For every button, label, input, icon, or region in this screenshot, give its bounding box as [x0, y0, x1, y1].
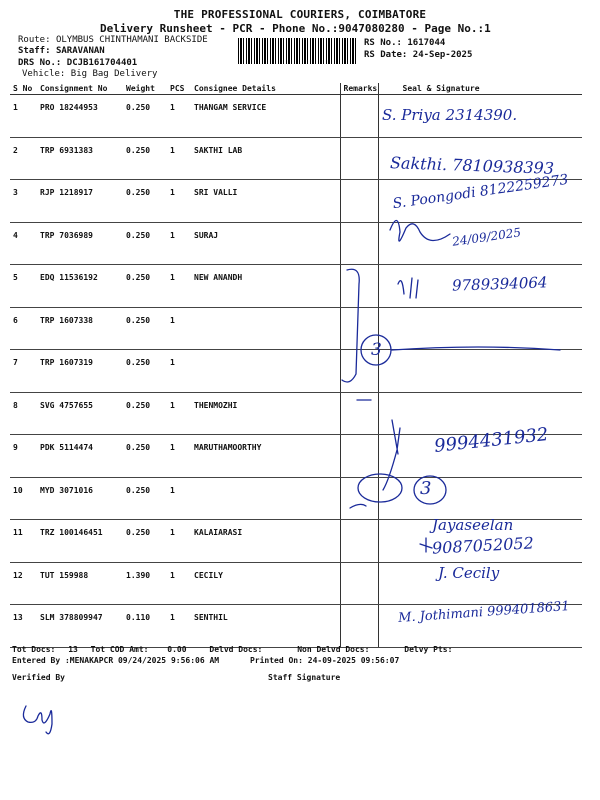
company-name: THE PROFESSIONAL COURIERS, COIMBATORE	[173, 8, 427, 21]
signature-row5: 9789394064	[451, 273, 548, 295]
rs-date-value: 24-Sep-2025	[412, 50, 473, 60]
cell-remarks	[340, 435, 378, 478]
route-line	[18, 35, 208, 45]
printed-on-value: 24-09-2025 09:56:07	[307, 656, 400, 665]
rs-no-line	[364, 38, 445, 48]
cell-sno: 1	[10, 95, 37, 138]
cell-sno: 12	[10, 562, 37, 605]
cell-remarks	[340, 137, 378, 180]
cell-sno: 7	[10, 350, 37, 393]
cell-consignment-no: EDQ 11536192	[37, 265, 123, 308]
cell-sno: 10	[10, 477, 37, 520]
runsheet-title: Delivery Runsheet - PCR - Phone No.:9047080280 - Page No.:1	[100, 22, 491, 35]
col-consignee: Consignee Details	[191, 83, 340, 95]
tot-docs-label: Tot Docs:	[12, 645, 56, 654]
cell-seal-signature	[378, 477, 582, 520]
cell-weight: 1.390	[123, 562, 167, 605]
cell-consignee: THANGAM SERVICE	[191, 95, 340, 138]
cell-consignee: SURAJ	[191, 222, 340, 265]
drs-label: DRS No.:	[18, 58, 62, 68]
cell-pcs: 1	[167, 562, 191, 605]
cell-consignment-no: MYD 3071016	[37, 477, 123, 520]
cell-weight: 0.250	[123, 520, 167, 563]
cell-weight: 0.250	[123, 392, 167, 435]
cell-pcs: 1	[167, 350, 191, 393]
cell-remarks	[340, 562, 378, 605]
entered-by-label: Entered By :	[12, 656, 70, 665]
verified-by-text: Verified By	[12, 673, 65, 682]
table-row	[10, 477, 582, 520]
signature-row13: M. Jothimani 9994018631	[397, 599, 571, 626]
cell-remarks	[340, 605, 378, 648]
col-seal-signature: Seal & Signature	[378, 83, 582, 95]
cell-consignment-no: TRZ 100146451	[37, 520, 123, 563]
cell-sno: 5	[10, 265, 37, 308]
vehicle-line	[22, 69, 157, 79]
cell-weight: 0.250	[123, 350, 167, 393]
drs-value: DCJB161704401	[66, 58, 138, 68]
cell-consignee: KALAIARASI	[191, 520, 340, 563]
cell-consignee: NEW ANANDH	[191, 265, 340, 308]
drs-line	[18, 58, 137, 68]
cell-consignee	[191, 307, 340, 350]
cell-sno: 11	[10, 520, 37, 563]
staff-label: Staff:	[18, 46, 51, 56]
cell-sno: 4	[10, 222, 37, 265]
table-row	[10, 350, 582, 393]
cell-pcs: 1	[167, 520, 191, 563]
verified-by-label	[12, 673, 65, 682]
signature-row11: Jayaseelan	[432, 516, 514, 534]
rs-date-line	[364, 50, 472, 60]
cell-consignee: THENMOZHI	[191, 392, 340, 435]
cell-pcs: 1	[167, 265, 191, 308]
cell-sno: 2	[10, 137, 37, 180]
table-row	[10, 307, 582, 350]
delvy-pts-label: Delvy Pts:	[404, 645, 453, 654]
cell-sno: 13	[10, 605, 37, 648]
col-sno: S No	[10, 83, 37, 95]
cell-consignee	[191, 477, 340, 520]
cell-consignment-no: RJP 1218917	[37, 180, 123, 223]
cell-weight: 0.250	[123, 222, 167, 265]
cell-consignment-no: PDK 5114474	[37, 435, 123, 478]
cell-consignee: CECILY	[191, 562, 340, 605]
cell-remarks	[340, 392, 378, 435]
cell-weight: 0.250	[123, 265, 167, 308]
col-consignment: Consignment No	[37, 83, 123, 95]
cell-consignment-no: SLM 378809947	[37, 605, 123, 648]
cell-weight: 0.250	[123, 95, 167, 138]
cell-consignment-no: TRP 6931383	[37, 137, 123, 180]
cell-consignment-no: TUT 159988	[37, 562, 123, 605]
cell-remarks	[340, 222, 378, 265]
cell-seal-signature	[378, 307, 582, 350]
col-pcs: PCS	[167, 83, 191, 95]
footer-totals	[12, 645, 452, 654]
rs-no-value: 1617044	[407, 38, 446, 48]
vehicle-value: Big Bag Delivery	[70, 69, 158, 79]
staff-value: SARAVANAN	[55, 46, 105, 56]
cell-consignee	[191, 350, 340, 393]
cell-pcs: 1	[167, 222, 191, 265]
cell-consignment-no: SVG 4757655	[37, 392, 123, 435]
signature-row12: J. Cecily	[438, 564, 500, 582]
mark-row7: 3	[371, 340, 382, 360]
staff-signature-label	[268, 673, 340, 682]
tot-cod-label: Tot COD Amt:	[90, 645, 149, 654]
table-row	[10, 392, 582, 435]
cell-weight: 0.250	[123, 435, 167, 478]
printed-on-label: Printed On:	[249, 656, 303, 665]
cell-pcs: 1	[167, 605, 191, 648]
cell-sno: 8	[10, 392, 37, 435]
cell-seal-signature	[378, 350, 582, 393]
tot-docs-value: 13	[68, 645, 78, 654]
cell-consignment-no: PRO 18244953	[37, 95, 123, 138]
table-header-row	[10, 83, 582, 95]
cell-remarks	[340, 265, 378, 308]
cell-consignment-no: TRP 1607338	[37, 307, 123, 350]
tot-cod-value: 0.00	[167, 645, 187, 654]
cell-pcs: 1	[167, 435, 191, 478]
col-remarks: Remarks	[340, 83, 378, 95]
signature-row1: S. Priya 2314390.	[382, 106, 518, 124]
rs-date-label: RS Date:	[364, 50, 408, 60]
cell-pcs: 1	[167, 477, 191, 520]
signature-row4: 24/09/2025	[451, 225, 522, 249]
footer-entered	[12, 656, 399, 665]
staff-line	[18, 46, 105, 56]
col-weight: Weight	[123, 83, 167, 95]
cell-pcs: 1	[167, 307, 191, 350]
cell-consignee: MARUTHAMOORTHY	[191, 435, 340, 478]
cell-remarks	[340, 520, 378, 563]
cell-sno: 6	[10, 307, 37, 350]
cell-consignee: SRI VALLI	[191, 180, 340, 223]
cell-weight: 0.110	[123, 605, 167, 648]
rs-no-label: RS No.:	[364, 38, 402, 48]
cell-pcs: 1	[167, 137, 191, 180]
cell-sno: 9	[10, 435, 37, 478]
cell-remarks	[340, 477, 378, 520]
barcode-image	[238, 38, 358, 64]
cell-weight: 0.250	[123, 307, 167, 350]
cell-consignment-no: TRP 1607319	[37, 350, 123, 393]
signature-row2: Sakthi. 7810938393	[389, 153, 555, 178]
cell-seal-signature	[378, 392, 582, 435]
cell-sno: 3	[10, 180, 37, 223]
non-delvd-docs-label: Non Delvd Docs:	[297, 645, 370, 654]
entered-by-value: MENAKAPCR 09/24/2025 9:56:06 AM	[69, 656, 220, 665]
cell-consignee: SAKTHI LAB	[191, 137, 340, 180]
cell-consignment-no: TRP 7036989	[37, 222, 123, 265]
verified-signature-stroke	[23, 706, 52, 734]
route-label: Route:	[18, 35, 51, 45]
staff-signature-text: Staff Signature	[268, 673, 341, 682]
cell-pcs: 1	[167, 180, 191, 223]
mark-row10: 3	[420, 478, 432, 499]
signature-row9: 9994431932	[433, 424, 550, 457]
route-value: OLYMBUS CHINTHAMANI BACKSIDE	[55, 35, 208, 45]
cell-weight: 0.250	[123, 477, 167, 520]
cell-weight: 0.250	[123, 180, 167, 223]
cell-remarks	[340, 180, 378, 223]
cell-remarks	[340, 95, 378, 138]
cell-pcs: 1	[167, 95, 191, 138]
signature-row11-phone: 9087052052	[431, 533, 535, 558]
cell-weight: 0.250	[123, 137, 167, 180]
delvd-docs-label: Delvd Docs:	[209, 645, 263, 654]
cell-consignee: SENTHIL	[191, 605, 340, 648]
signature-row3: S. Poongodi 8122259273	[391, 171, 570, 213]
vehicle-label: Vehicle:	[22, 69, 66, 79]
cell-pcs: 1	[167, 392, 191, 435]
